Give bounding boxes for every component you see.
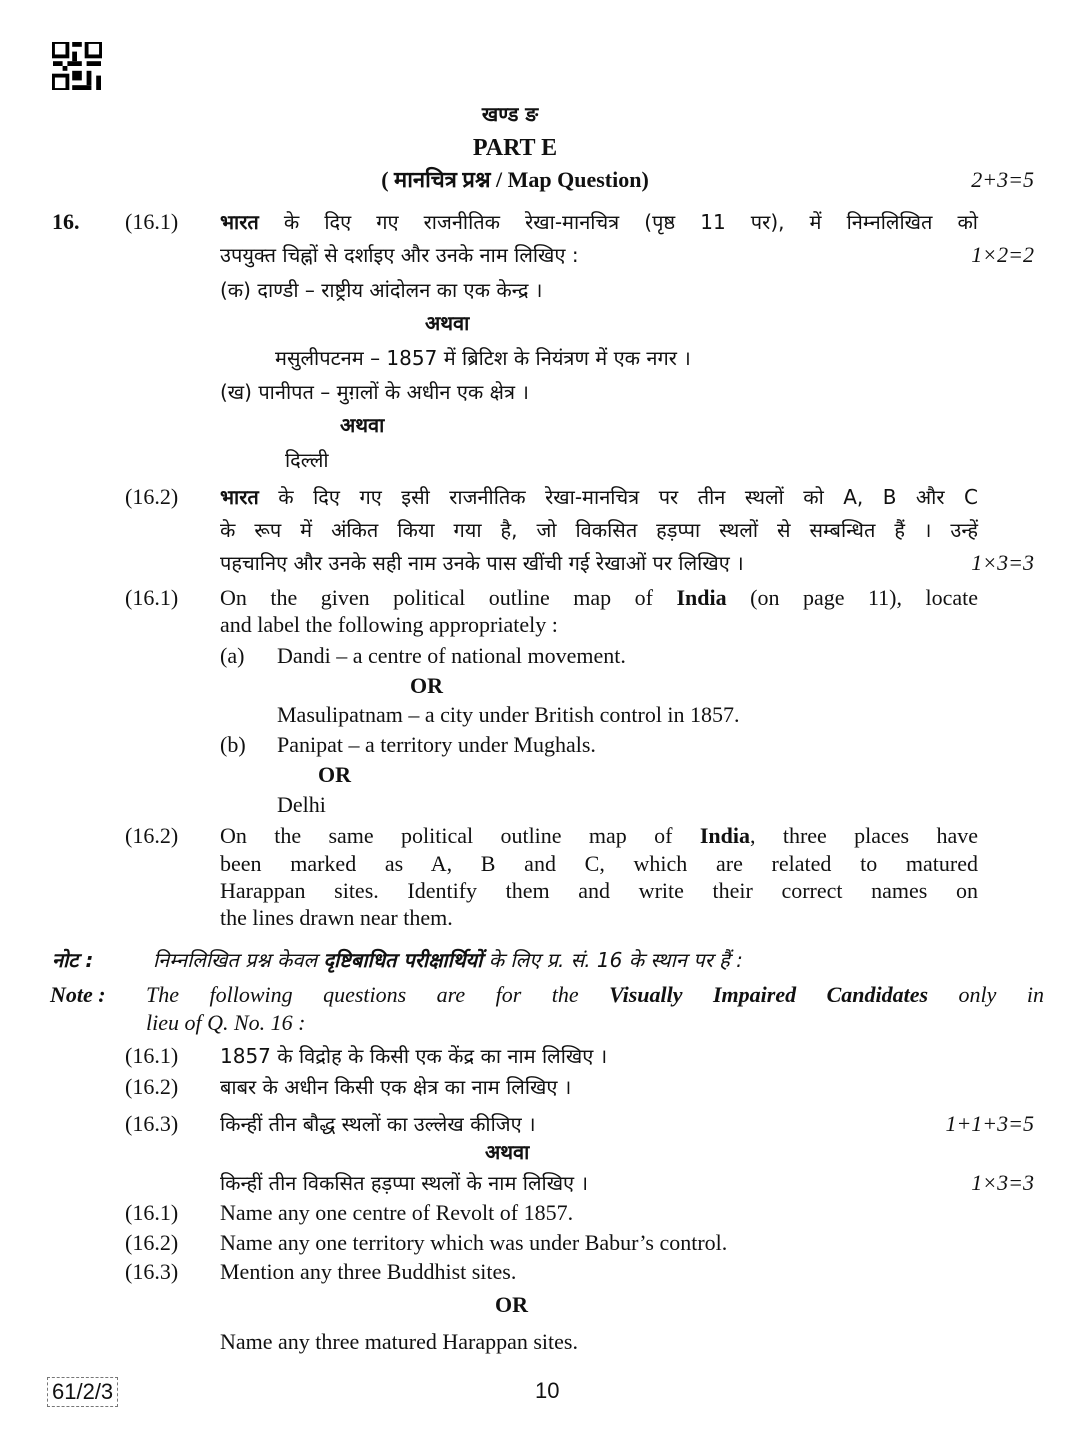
marks: 1×3=3 <box>971 1170 1034 1195</box>
vi-hi-alt: किन्हीं तीन विकसित हड़प्पा स्थलों के नाम लिखिए । <box>220 1171 589 1195</box>
section-marks: 2+3=5 <box>971 167 1034 192</box>
en-161-line1: On the given political outline map of India (on page 11), locate <box>220 585 978 610</box>
vi-hi-163: किन्हीं तीन बौद्ध स्थलों का उल्लेख कीजिए । <box>220 1112 536 1136</box>
note-hindi: निम्नलिखित प्रश्न केवल दृष्टिबाधित परीक्षार्थियों के लिए प्र. सं. 16 के स्थान पर हैं : <box>153 948 743 972</box>
item-label: (b) <box>220 732 246 757</box>
sub-number: (16.3) <box>125 1259 179 1284</box>
en-162-line1: On the same political outline map of India, three places have <box>220 823 978 848</box>
en-161-a: Dandi – a centre of national movement. <box>277 643 626 668</box>
en-162-line3: Harappan sites. Identify them and write their correct names on <box>220 878 978 903</box>
or-label: OR <box>318 762 351 787</box>
en-161-line2: and label the following appropriately : <box>220 612 558 637</box>
note-label-hindi: नोट : <box>52 948 94 972</box>
qr-code <box>52 42 102 90</box>
hi-162-line1: भारत के दिए गए इसी राजनीतिक रेखा-मानचित्र पर तीन स्थलों को A, B और C <box>220 485 978 509</box>
en-162-line2: been marked as A, B and C, which are related to matured <box>220 851 978 876</box>
en-161-b-alt: Delhi <box>277 792 326 817</box>
marks: 1×3=3 <box>971 550 1034 575</box>
sub-number: (16.1) <box>125 1043 179 1068</box>
vi-en-163: Mention any three Buddhist sites. <box>220 1259 517 1284</box>
hi-161-line1: भारत के दिए गए राजनीतिक रेखा-मानचित्र (पृष्ठ 11 पर), में निम्नलिखित को <box>220 210 978 234</box>
sub-number: (16.2) <box>125 484 179 509</box>
or-label: अथवा <box>425 311 470 335</box>
paper-code: 61/2/3 <box>47 1377 118 1407</box>
sub-number: (16.1) <box>125 585 179 610</box>
part-title: PART E <box>472 135 558 161</box>
question-number: 16. <box>52 209 80 234</box>
hi-161-a: (क) दाण्डी – राष्ट्रीय आंदोलन का एक केन्द्र । <box>220 278 543 302</box>
or-label: OR <box>495 1292 528 1317</box>
hi-162-line2: के रूप में अंकित किया गया है, जो विकसित हड़प्पा स्थलों से सम्बन्धित हैं । उन्हें <box>220 518 978 542</box>
or-label: अथवा <box>340 413 385 437</box>
sub-number: (16.2) <box>125 1074 179 1099</box>
vi-hi-161: 1857 के विद्रोह के किसी एक केंद्र का नाम लिखिए । <box>220 1044 608 1068</box>
item-label: (a) <box>220 643 245 668</box>
marks: 1×2=2 <box>971 242 1034 267</box>
note-label: Note : <box>50 982 106 1007</box>
vi-en-162: Name any one territory which was under Babur’s control. <box>220 1230 728 1255</box>
note-english: The following questions are for the Visually Impaired Candidates only in <box>146 982 1044 1007</box>
en-161-a-alt: Masulipatnam – a city under British control in 1857. <box>277 702 740 727</box>
part-subtitle: ( मानचित्र प्रश्न / Map Question) <box>381 167 649 192</box>
section-heading-hindi: खण्ड ङ <box>481 102 539 126</box>
page-number: 10 <box>535 1378 560 1403</box>
hi-161-b-alt: दिल्ली <box>285 448 329 472</box>
sub-number: (16.1) <box>125 209 179 234</box>
marks: 1+1+3=5 <box>945 1111 1034 1136</box>
sub-number: (16.1) <box>125 1200 179 1225</box>
sub-number: (16.2) <box>125 1230 179 1255</box>
hi-161-line2: उपयुक्त चिह्नों से दर्शाइए और उनके नाम लिखिए : <box>220 243 579 267</box>
vi-hi-162: बाबर के अधीन किसी एक क्षेत्र का नाम लिखिए । <box>220 1075 572 1099</box>
note-english-line2: lieu of Q. No. 16 : <box>146 1010 306 1035</box>
or-label: अथवा <box>485 1140 530 1164</box>
hi-161-a-alt: मसुलीपटनम – 1857 में ब्रिटिश के नियंत्रण में एक नगर । <box>275 346 691 370</box>
sub-number: (16.2) <box>125 823 179 848</box>
en-162-line4: the lines drawn near them. <box>220 905 453 930</box>
or-label: OR <box>410 673 443 698</box>
vi-en-161: Name any one centre of Revolt of 1857. <box>220 1200 574 1225</box>
hi-161-b: (ख) पानीपत – मुग़लों के अधीन एक क्षेत्र । <box>220 380 529 404</box>
sub-number: (16.3) <box>125 1111 179 1136</box>
en-161-b: Panipat – a territory under Mughals. <box>277 732 596 757</box>
vi-en-alt: Name any three matured Harappan sites. <box>220 1329 578 1354</box>
hi-162-line3: पहचानिए और उनके सही नाम उनके पास खींची गई रेखाओं पर लिखिए । <box>220 551 744 575</box>
